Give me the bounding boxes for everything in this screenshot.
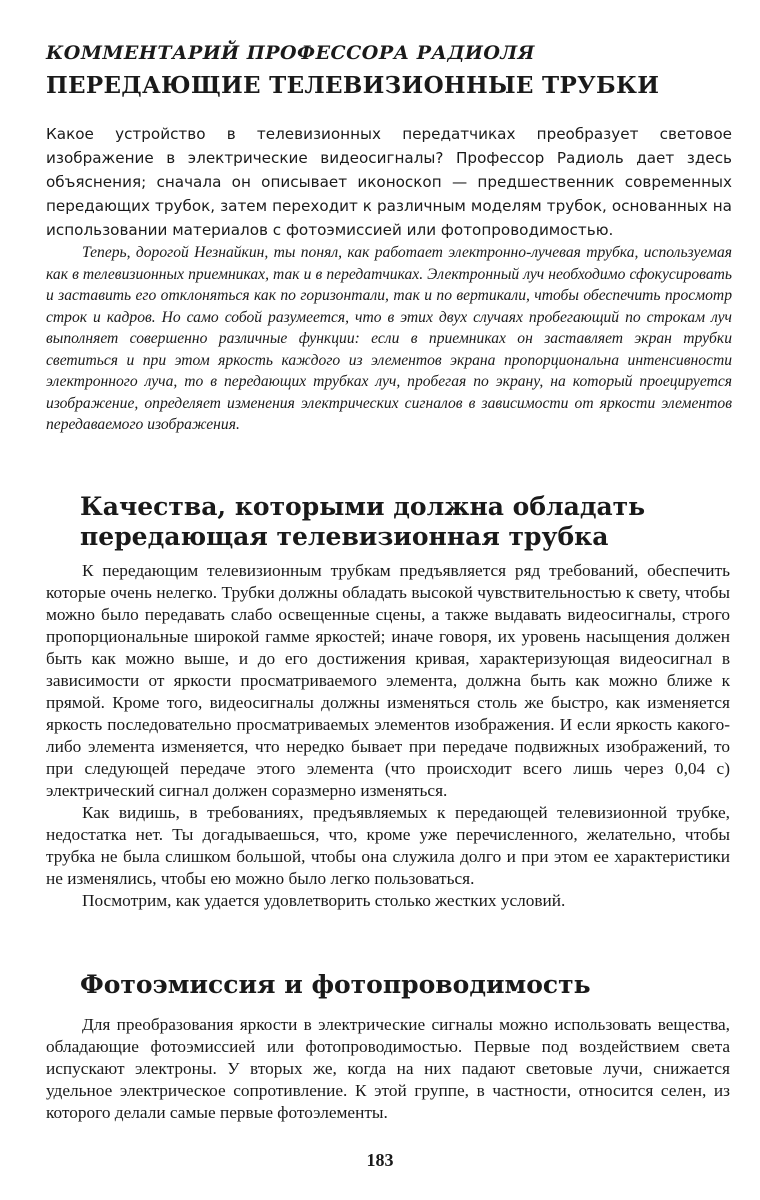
- chapter-kicker: КОММЕНТАРИЙ ПРОФЕССОРА РАДИОЛЯ: [46, 42, 535, 64]
- paragraph: К передающим телевизионным трубкам предъявляется ряд требований, обеспечить которые очень нелегко. Трубки должны обладать высокой чувствительностью к свету, чтобы можно было передавать слабо освещенные сцены, а также выдавать видеосигналы, строго пропорциональные широкой гамме яркостей; иначе говоря, их уровень насыщения должен быть как можно выше, и до его достижения кривая, характеризующая видеосигнал в зависимости от яркости просматриваемого элемента, должна быть как можно ближе к прямой. Кроме того, видеосигналы должны изменяться столь же быстро, как изменяется яркость последовательно просматриваемых элементов изображения. И если яркость какого-либо элемента изменяется, что нередко бывает при передаче подвижных изображений, то при следующей передаче этого элемента (что происходит всего лишь через 0,04 с) электрический сигнал должен соразмерно изменяться.: [46, 561, 730, 800]
- intro-paragraph: Теперь, дорогой Незнайкин, ты понял, как работает электронно-лучевая трубка, используемая как в телевизионных приемниках, так и в передатчиках. Электронный луч необходимо сфокусировать и заставить его отклоняться как по горизонтали, так и по вертикали, чтобы обеспечить просмотр строк и кадров. Но само собой разумеется, что в этих двух случаях пробегающий по строкам луч выполняет совершенно различные функции: если в приемниках он заставляет экран трубки светиться и при этом яркость каждого из элементов экрана пропорциональна интенсивности электронного луча, то в передающих трубках луч, пробегая по экрану, на который проецируется изображение, определяет изменения электрических сигналов в зависимости от яркости элементов передаваемого изображения.: [46, 244, 732, 433]
- page-number: 183: [366, 1150, 394, 1170]
- paragraph: Как видишь, в требованиях, предъявляемых к передающей телевизионной трубке, недостатка нет. Ты догадываешься, что, кроме уже перечисленного, желательно, чтобы трубка не была слишком большой, чтобы она служила долго и при этом ее характеристики не изменялись, чтобы ею можно было легко пользоваться.: [46, 803, 730, 888]
- chapter-summary: Какое устройство в телевизионных передатчиках преобразует световое изображение в электрические видеосигналы? Профессор Радиоль дает здесь объяснения; сначала он описывает иконоскоп — предшественник современных передающих трубок, затем переходит к различным моделям трубок, основанных на использовании материалов с фотоэмиссией или фотопроводимостью.: [46, 125, 732, 239]
- section-body-tube-qualities: [46, 560, 730, 912]
- section-body-photoemission: [46, 1014, 730, 1124]
- section-heading-tube-qualities: Качества, которыми должна обладать передающая телевизионная трубка: [80, 492, 646, 551]
- section-heading-photoemission: Фотоэмиссия и фотопроводимость: [80, 970, 591, 999]
- chapter-title: ПЕРЕДАЮЩИЕ ТЕЛЕВИЗИОННЫЕ ТРУБКИ: [46, 72, 660, 99]
- paragraph: Для преобразования яркости в электрические сигналы можно использовать вещества, обладающие фотоэмиссией или фотопроводимостью. Первые под воздействием света испускают электроны. У вторых же, когда на них падают световые лучи, снижается удельное электрическое сопротивление. К этой группе, в частности, относится селен, из которого делали самые первые фотоэлементы.: [46, 1015, 730, 1122]
- paragraph: Посмотрим, как удается удовлетворить столько жестких условий.: [82, 891, 566, 910]
